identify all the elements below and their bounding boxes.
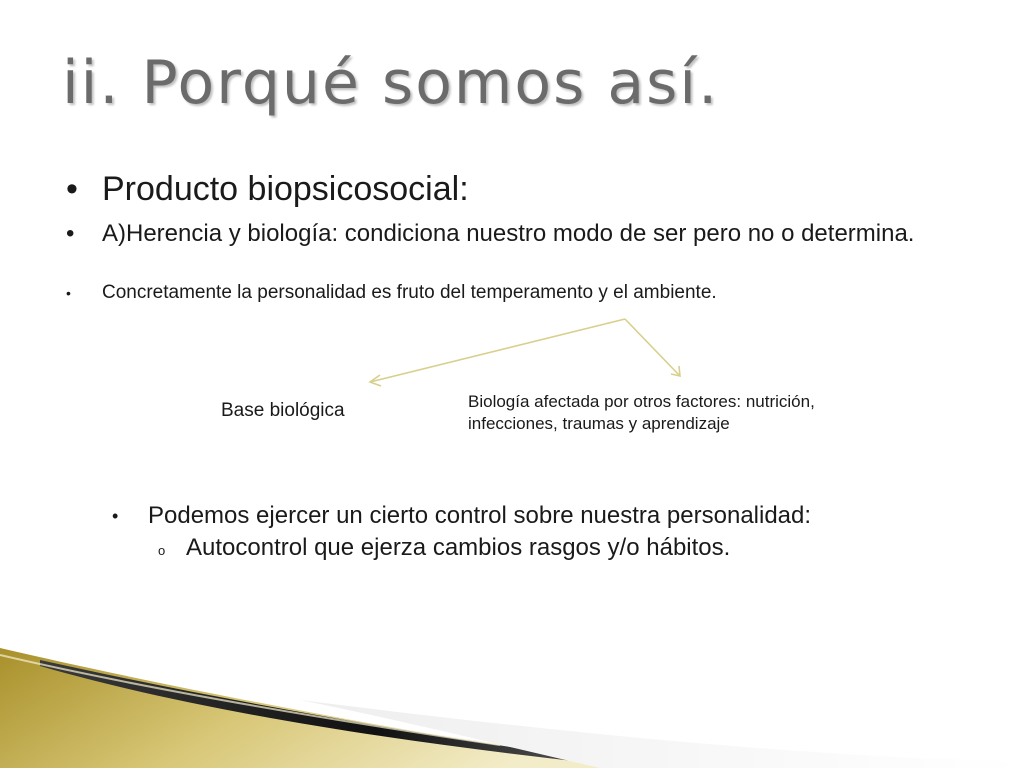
bullet-text: Producto biopsicosocial: xyxy=(102,170,469,208)
diagram-node-base-biologica: Base biológica xyxy=(221,400,345,421)
bullet-marker: • xyxy=(66,285,71,301)
bullet-text: Podemos ejercer un cierto control sobre nuestra personalidad: xyxy=(148,502,812,529)
bullet-marker: • xyxy=(66,220,75,247)
bullet-text: A)Herencia y biología: condiciona nuestro modo de ser pero no o determina. xyxy=(102,220,915,247)
slide-title: ii. Porqué somos así. xyxy=(62,48,720,118)
diagram-node-biologia-afectada: Biología afectada por otros factores: nutrición, infecciones, traumas y aprendizaje xyxy=(468,392,815,433)
bullet-text: Concretamente la personalidad es fruto del temperamento y el ambiente. xyxy=(102,282,717,303)
bullet-marker: • xyxy=(66,170,78,208)
bullet-text: Autocontrol que ejerza cambios rasgos y/o hábitos. xyxy=(186,534,731,561)
sub-bullet-marker: o xyxy=(158,543,166,558)
bullet-marker: • xyxy=(112,506,119,526)
